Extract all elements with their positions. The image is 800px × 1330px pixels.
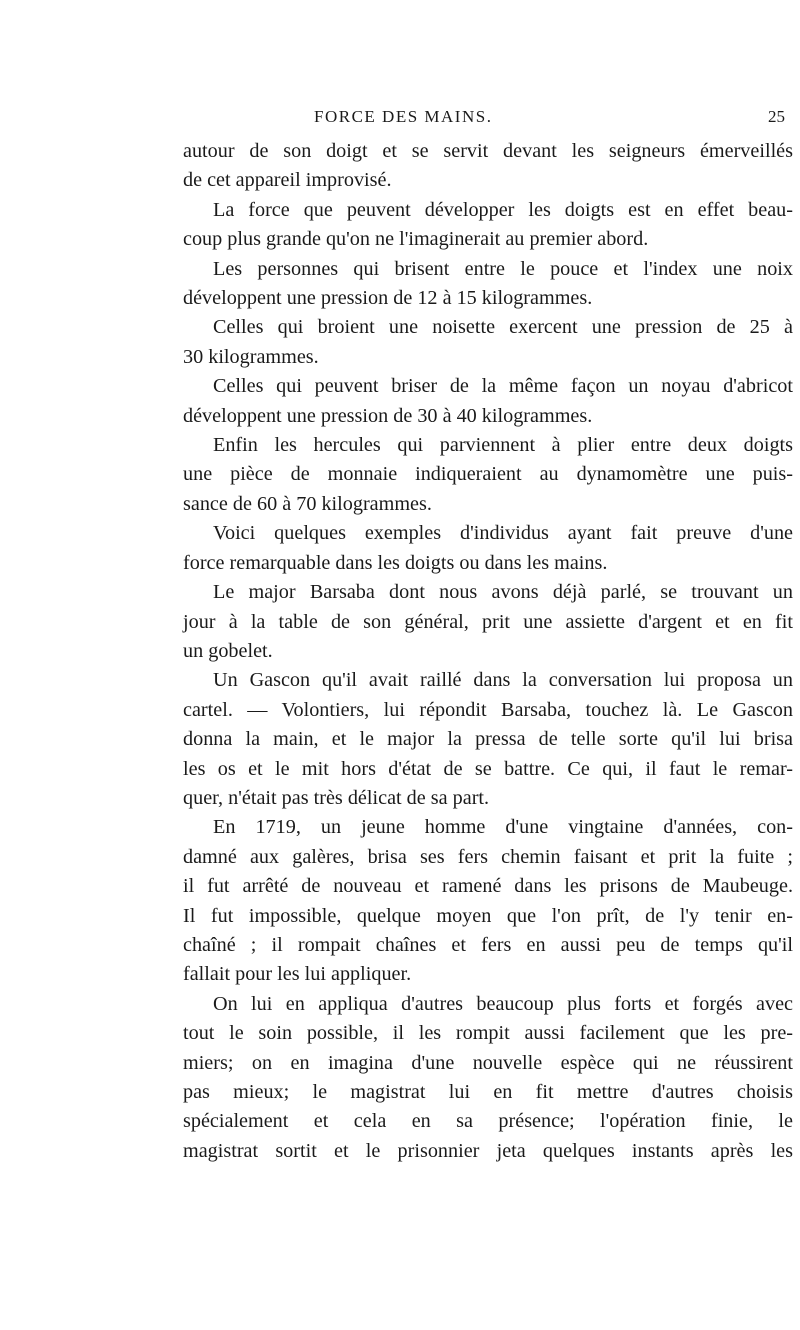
text-line: Celles qui peuvent briser de la même façon un noyau d'abricot xyxy=(213,375,793,398)
text-line: pas mieux; le magistrat lui en fit mettre d'autres choisis xyxy=(183,1081,793,1103)
text-line: Voici quelques exemples d'individus ayant fait preuve d'une xyxy=(213,522,793,545)
text-line: quer, n'était pas très délicat de sa part. xyxy=(183,786,490,809)
text-line: damné aux galères, brisa ses fers chemin faisant et prit la fuite ; xyxy=(183,845,793,868)
text-line: fallait pour les lui appliquer. xyxy=(183,963,412,986)
page-header xyxy=(183,107,793,131)
running-title: FORCE DES MAINS. xyxy=(314,107,493,126)
text-line: force remarquable dans les doigts ou dans les mains. xyxy=(183,551,608,574)
text-line: une pièce de monnaie indiqueraient au dynamomètre une puis- xyxy=(183,463,793,486)
text-line: de cet appareil improvisé. xyxy=(183,169,392,192)
text-line: miers; on en imagina d'une nouvelle espèce qui ne réussirent xyxy=(183,1051,793,1074)
text-line: cartel. — Volontiers, lui répondit Barsaba, touchez là. Le Gascon xyxy=(183,698,793,721)
text-line: En 1719, un jeune homme d'une vingtaine d'années, con- xyxy=(213,816,793,839)
text-line: développent une pression de 12 à 15 kilogrammes. xyxy=(183,287,593,310)
text-line: Celles qui broient une noisette exercent une pression de 25 à xyxy=(213,316,793,339)
text-line: jour à la table de son général, prit une assiette d'argent et en fit xyxy=(183,610,793,633)
text-line: coup plus grande qu'on ne l'imaginerait au premier abord. xyxy=(183,228,649,251)
text-line: spécialement et cela en sa présence; l'opération finie, le xyxy=(183,1110,793,1133)
text-line: les os et le mit hors d'état de se battre. Ce qui, il faut le remar- xyxy=(183,757,793,780)
text-line: magistrat sortit et le prisonnier jeta quelques instants après les xyxy=(183,1139,793,1162)
text-line: autour de son doigt et se servit devant les seigneurs émerveillés xyxy=(183,140,793,162)
text-line: un gobelet. xyxy=(183,639,273,662)
text-line: 30 kilogrammes. xyxy=(183,345,319,368)
text-line: il fut arrêté de nouveau et ramené dans les prisons de Maubeuge. xyxy=(183,875,793,898)
text-line: Il fut impossible, quelque moyen que l'on prît, de l'y tenir en- xyxy=(183,904,793,927)
text-line: Enfin les hercules qui parviennent à plier entre deux doigts xyxy=(213,434,793,457)
text-line: Les personnes qui brisent entre le pouce et l'index une noix xyxy=(213,257,793,280)
text-line: Le major Barsaba dont nous avons déjà parlé, se trouvant un xyxy=(213,581,793,604)
text-line: chaîné ; il rompait chaînes et fers en aussi peu de temps qu'il xyxy=(183,933,793,956)
text-line: développent une pression de 30 à 40 kilogrammes. xyxy=(183,404,593,427)
text-line: Un Gascon qu'il avait raillé dans la conversation lui proposa un xyxy=(213,669,793,692)
text-line: La force que peuvent développer les doigts est en effet beau- xyxy=(213,198,793,221)
body-text xyxy=(183,137,793,1166)
text-line: tout le soin possible, il les rompit aussi facilement que les pre- xyxy=(183,1022,793,1045)
text-line: donna la main, et le major la pressa de telle sorte qu'il lui brisa xyxy=(183,728,793,751)
page-number: 25 xyxy=(768,107,785,126)
text-line: On lui en appliqua d'autres beaucoup plus forts et forgés avec xyxy=(213,992,793,1015)
text-line: sance de 60 à 70 kilogrammes. xyxy=(183,492,432,515)
